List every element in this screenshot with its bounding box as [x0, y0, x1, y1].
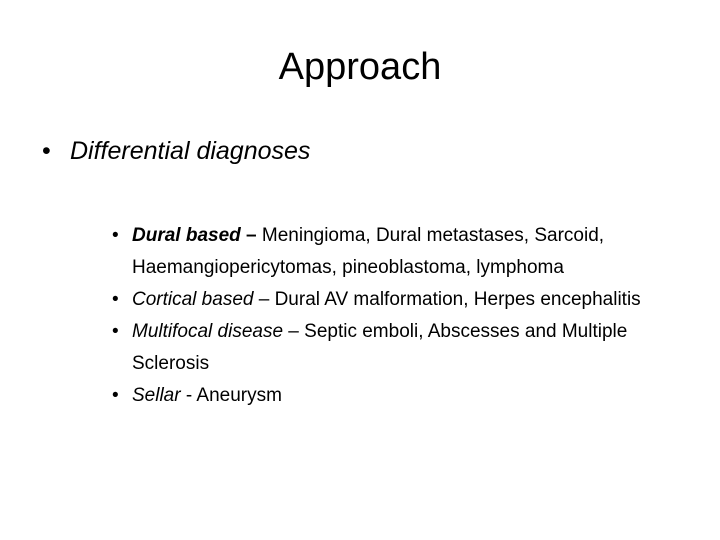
- sub-bullet-desc: Dural AV malformation, Herpes encephalitis: [274, 289, 641, 310]
- bullet-icon: •: [112, 289, 119, 310]
- sub-bullet-term: Multifocal disease: [132, 321, 284, 342]
- sub-bullet-sep: -: [180, 385, 197, 406]
- main-bullet: [42, 134, 310, 168]
- bullet-icon: •: [112, 385, 119, 406]
- bullet-icon: •: [112, 225, 119, 246]
- sub-bullet-sep: –: [253, 289, 275, 310]
- sub-bullet-sep: –: [283, 321, 305, 342]
- sub-bullet-desc: Septic emboli, Abscesses and Multiple Sclerosis: [132, 321, 628, 374]
- sub-bullet-term: Dural based: [132, 225, 241, 246]
- sub-bullet-sep: –: [240, 225, 262, 246]
- sub-bullet-desc: Aneurysm: [196, 385, 282, 406]
- sub-bullet-multifocal: [112, 316, 692, 380]
- sub-bullet-term: Sellar: [132, 385, 181, 406]
- sub-bullet-term: Cortical based: [132, 289, 254, 310]
- sub-bullet-dural: [112, 220, 692, 284]
- sub-bullet-sellar: [112, 380, 692, 412]
- slide-title: Approach: [278, 46, 442, 88]
- sub-bullet-desc: Meningioma, Dural metastases, Sarcoid, Haemangiopericytomas, pineoblastoma, lymphoma: [132, 225, 605, 278]
- sub-bullet-cortical: [112, 284, 692, 316]
- main-bullet-text: Differential diagnoses: [70, 137, 311, 165]
- bullet-icon: •: [112, 321, 119, 342]
- sub-bullet-list: [112, 220, 692, 412]
- bullet-icon: •: [42, 137, 51, 165]
